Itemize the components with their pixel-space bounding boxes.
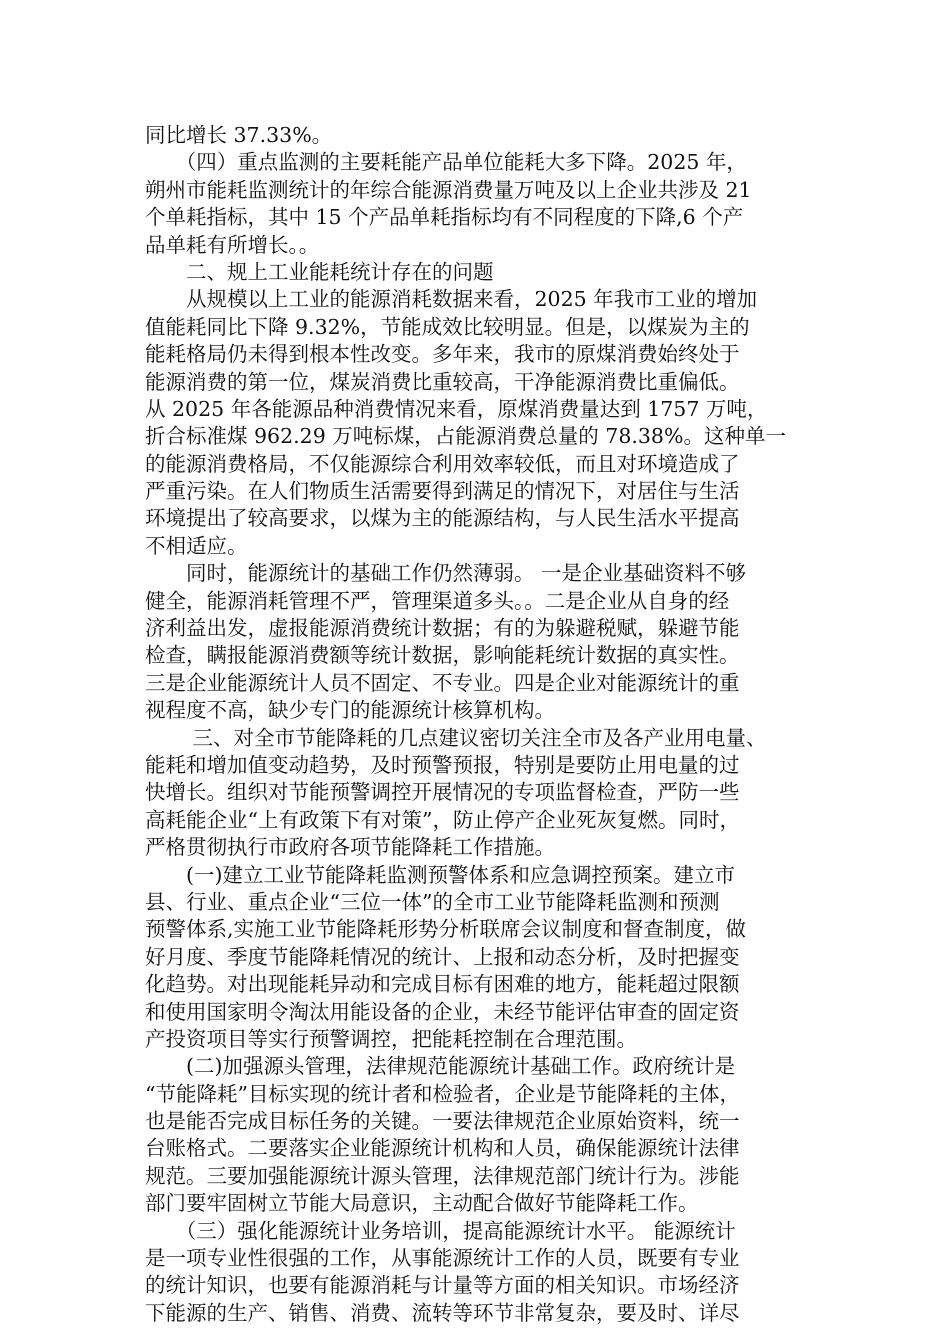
text-line: 好月度、季度节能降耗情况的统计、上报和动态分析，及时把握变 (145, 944, 740, 969)
text-line: 从 2025 年各能源品种消费情况来看，原煤消费量达到 1757 万吨， (145, 396, 768, 421)
text-line: 能耗格局仍未得到根本性改变。多年来，我市的原煤消费始终处于 (145, 342, 740, 367)
text-line: 三、对全市节能降耗的几点建议密切关注全市及各产业用电量、 (145, 725, 767, 750)
text-line: （四）重点监测的主要耗能产品单位能耗大多下降。2025 年， (145, 150, 747, 175)
text-line: 折合标准煤 962.29 万吨标煤，占能源消费总量的 78.38%。这种单一 (145, 424, 786, 449)
text-line: 不相适应。 (145, 533, 248, 558)
text-line: (二)加强源头管理，法律规范能源统计基础工作。政府统计是 (145, 1054, 735, 1079)
text-line: 三是企业能源统计人员不固定、不专业。四是企业对能源统计的重 (145, 670, 740, 695)
document-page (145, 122, 825, 1327)
text-line: 检查，瞒报能源消费额等统计数据，影响能耗统计数据的真实性。 (145, 643, 740, 668)
text-line: 严重污染。在人们物质生活需要得到满足的情况下，对居住与生活 (145, 479, 740, 504)
text-line: 值能耗同比下降 9.32%，节能成效比较明显。但是，以煤炭为主的 (145, 314, 750, 339)
text-line: 预警体系,实施工业节能降耗形势分析联席会议制度和督查制度，做 (145, 917, 747, 942)
text-line: 能耗和增加值变动趋势，及时预警预报，特别是要防止用电量的过 (145, 752, 740, 777)
text-line: 下能源的生产、销售、消费、流转等环节非常复杂，要及时、详尽 (145, 1300, 740, 1325)
text-line: 台账格式。二要落实企业能源统计机构和人员，确保能源统计法律 (145, 1136, 740, 1161)
text-line: 视程度不高，缺少专门的能源统计核算机构。 (145, 698, 555, 723)
text-line: 同时，能源统计的基础工作仍然薄弱。 一是企业基础资料不够 (145, 561, 747, 586)
text-line: 也是能否完成目标任务的关键。一要法律规范企业原始资料，统一 (145, 1109, 740, 1134)
text-line: “节能降耗”目标实现的统计者和检验者，企业是节能降耗的主体， (145, 1081, 740, 1106)
text-line: 的统计知识，也要有能源消耗与计量等方面的相关知识。市场经济 (145, 1273, 740, 1298)
text-line: 同比增长 37.33%。 (145, 123, 333, 147)
text-line: 是一项专业性很强的工作，从事能源统计工作的人员，既要有专业 (145, 1246, 740, 1271)
text-line: 的能源消费格局，不仅能源综合利用效率较低，而且对环境造成了 (145, 451, 740, 476)
text-line: 快增长。组织对节能预警调控开展情况的专项监督检查，严防一些 (145, 780, 740, 805)
text-line: 和使用国家明令淘汰用能设备的企业，未经节能评估审查的固定资 (145, 999, 740, 1024)
text-line: 品单耗有所增长。。 (145, 232, 320, 257)
text-line: (一)建立工业节能降耗监测预警体系和应急调控预案。建立市 (145, 862, 735, 887)
text-line: 产投资项目等实行预警调控，把能耗控制在合理范围。 (145, 1026, 637, 1051)
text-line: 部门要牢固树立节能大局意识，主动配合做好节能降耗工作。 (145, 1191, 699, 1216)
text-line: 济利益出发，虚报能源消费统计数据；有的为躲避税赋，躲避节能 (145, 616, 740, 641)
text-line: 严格贯彻执行市政府各项节能降耗工作措施。 (145, 835, 555, 860)
text-line: 化趋势。对出现能耗异动和完成目标有困难的地方，能耗超过限额 (145, 972, 740, 997)
text-line: 从规模以上工业的能源消耗数据来看，2025 年我市工业的增加 (145, 287, 758, 312)
text-line: 健全，能源消耗管理不严，管理渠道多头。。二是企业从自身的经 (145, 588, 730, 613)
text-line: 个单耗指标，其中 15 个产品单耗指标均有不同程度的下降,6 个产 (145, 205, 744, 230)
text-line: 县、行业、重点企业“三位一体”的全市工业节能降耗监测和预测 (145, 889, 720, 914)
text-line: 高耗能企业“上有政策下有对策”，防止停产企业死灰复燃。同时， (145, 807, 740, 832)
text-line: 规范。三要加强能源统计源头管理，法律规范部门统计行为。涉能 (145, 1163, 740, 1188)
text-line: （三）强化能源统计业务培训，提高能源统计水平。 能源统计 (145, 1218, 736, 1243)
text-line: 环境提出了较高要求，以煤为主的能源结构，与人民生活水平提高 (145, 506, 740, 531)
text-line: 二、规上工业能耗统计存在的问题 (145, 259, 494, 284)
text-line: 能源消费的第一位，煤炭消费比重较高，干净能源消费比重偏低。 (145, 369, 740, 394)
text-line: 朔州市能耗监测统计的年综合能源消费量万吨及以上企业共涉及 21 (145, 177, 752, 202)
